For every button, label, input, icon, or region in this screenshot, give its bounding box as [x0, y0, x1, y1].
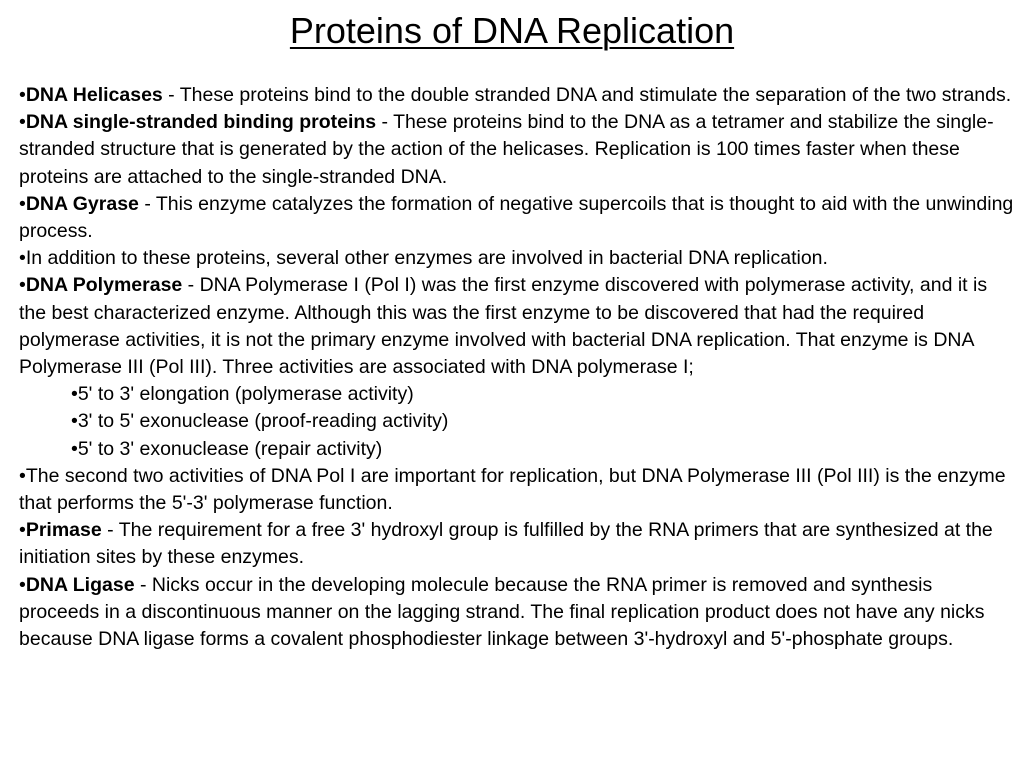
term-description: - This enzyme catalyzes the formation of negative supercoils that is thought to aid with the unwinding process. — [19, 192, 1014, 243]
bullet-dna-gyrase — [19, 191, 1015, 245]
term-description: - These proteins bind to the DNA as a tetramer and stabilize the single-stranded structure that is generated by the action of the helicases. Replication is 100 times faster when these proteins are attached to the single-stranded DNA. — [19, 111, 994, 188]
term-description: - These proteins bind to the double stranded DNA and stimulate the separation of the two strands. — [162, 84, 1012, 106]
term-description: - The requirement for a free 3' hydroxyl group is fulfilled by the RNA primers that are synthesized at the initiation sites by these enzymes. — [19, 519, 993, 569]
term-label: DNA single-stranded binding proteins — [25, 111, 377, 134]
bullet-marker: • — [19, 111, 26, 134]
sub-bullet-text: 5' to 3' exonuclease (repair activity) — [77, 437, 383, 460]
bullet-primase — [19, 517, 1015, 571]
slide-content — [19, 82, 1015, 653]
term-label: DNA Gyrase — [25, 192, 139, 215]
bullet-marker: • — [19, 519, 26, 542]
sub-bullet-text: 3' to 5' exonuclease (proof-reading activity) — [77, 410, 449, 433]
term-description: - Nicks occur in the developing molecule because the RNA primer is removed and synthesis proceeds in a discontinuous manner on the lagging strand. The final replication product does not have any nicks because DNA ligase forms a covalent phosphodiester linkage between 3'-hydroxyl and 5'-phosphate groups. — [19, 573, 985, 651]
bullet-text: The second two activities of DNA Pol I are important for replication, but DNA Polymerase III (Pol III) is the enzyme that performs the 5'-3' polymerase function. — [19, 464, 1006, 515]
bullet-marker: • — [19, 573, 26, 596]
bullet-pol-iii — [19, 463, 1015, 517]
sub-bullet-text: 5' to 3' elongation (polymerase activity) — [77, 383, 414, 406]
bullet-marker: • — [71, 383, 78, 406]
bullet-other-enzymes — [19, 245, 1015, 272]
term-label: DNA Helicases — [25, 84, 163, 106]
sub-bullet-proofreading — [19, 408, 1015, 435]
bullet-dna-polymerase — [19, 272, 1015, 381]
bullet-text: In addition to these proteins, several other enzymes are involved in bacterial DNA replication. — [25, 247, 828, 270]
bullet-marker: • — [19, 464, 26, 487]
bullet-marker: • — [71, 410, 78, 433]
sub-bullet-repair — [19, 436, 1015, 463]
bullet-dna-helicases — [19, 82, 1015, 109]
bullet-ssb-proteins — [19, 109, 1015, 191]
bullet-marker: • — [71, 437, 78, 460]
bullet-dna-ligase — [19, 572, 1015, 654]
bullet-marker: • — [19, 274, 26, 297]
bullet-marker: • — [19, 192, 26, 215]
bullet-marker: • — [19, 84, 26, 106]
term-label: DNA Ligase — [25, 573, 135, 596]
term-description: - DNA Polymerase I (Pol I) was the first enzyme discovered with polymerase activity, and it is the best characterized enzyme. Although this was the first enzyme to be discovered that had the required polymerase activities, it is not the primary enzyme involved with bacterial DNA replication. That enzyme is DNA Polymerase III (Pol III). Three activities are associated with DNA polymerase I; — [19, 274, 988, 379]
term-label: Primase — [25, 519, 102, 542]
term-label: DNA Polymerase — [25, 274, 183, 297]
bullet-marker: • — [19, 247, 26, 270]
sub-bullet-elongation — [19, 381, 1015, 408]
slide-title: Proteins of DNA Replication — [289, 10, 735, 51]
